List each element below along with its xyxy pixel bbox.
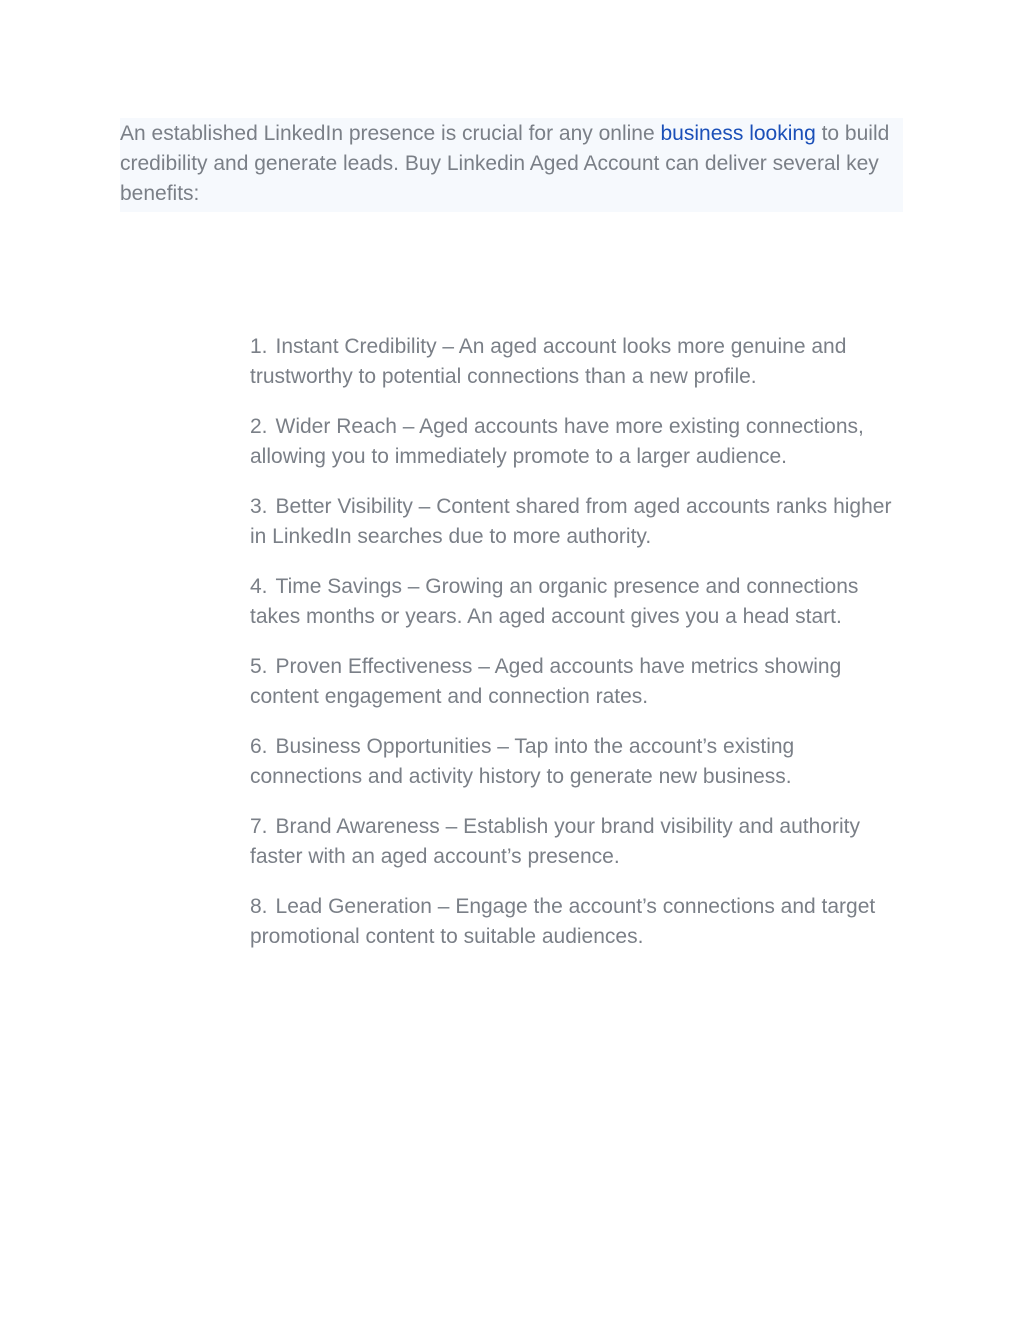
list-item-text: Business Opportunities – Tap into the account’s existing connections and activity history to generate new business. — [250, 735, 795, 788]
intro-text-before: An established LinkedIn presence is crucial for any online — [120, 122, 661, 145]
list-item-number: 7. — [250, 815, 268, 838]
list-item-text: Wider Reach – Aged accounts have more existing connections, allowing you to immediately promote to a larger audience. — [250, 415, 864, 468]
list-item-number: 8. — [250, 895, 268, 918]
list-item — [250, 732, 910, 792]
list-item-number: 2. — [250, 415, 268, 438]
list-item — [250, 412, 910, 472]
list-item-text: Proven Effectiveness – Aged accounts have metrics showing content engagement and connection rates. — [250, 655, 842, 708]
intro-paragraph-block — [120, 118, 903, 212]
list-item-text: Instant Credibility – An aged account looks more genuine and trustworthy to potential connections than a new profile. — [250, 335, 847, 388]
list-item-text: Brand Awareness – Establish your brand visibility and authority faster with an aged account’s presence. — [250, 815, 860, 868]
list-item — [250, 492, 910, 552]
list-item-number: 6. — [250, 735, 268, 758]
intro-paragraph — [120, 118, 903, 209]
list-item-number: 5. — [250, 655, 268, 678]
business-looking-link[interactable]: business looking — [660, 122, 816, 145]
list-item-number: 4. — [250, 575, 268, 598]
list-item — [250, 812, 910, 872]
list-item-text: Better Visibility – Content shared from aged accounts ranks higher in LinkedIn searches due to more authority. — [250, 495, 892, 548]
list-item — [250, 652, 910, 712]
list-item-text: Lead Generation – Engage the account’s connections and target promotional content to suitable audiences. — [250, 895, 876, 948]
list-item-text: Time Savings – Growing an organic presence and connections takes months or years. An aged account gives you a head start. — [250, 575, 859, 628]
list-item — [250, 892, 910, 952]
list-item-number: 1. — [250, 335, 268, 358]
list-item-number: 3. — [250, 495, 268, 518]
benefits-list — [250, 332, 910, 972]
list-item — [250, 572, 910, 632]
list-item — [250, 332, 910, 392]
intro-text-after: to build credibility and generate leads. Buy Linkedin Aged Account can deliver several key benefits: — [120, 122, 890, 205]
